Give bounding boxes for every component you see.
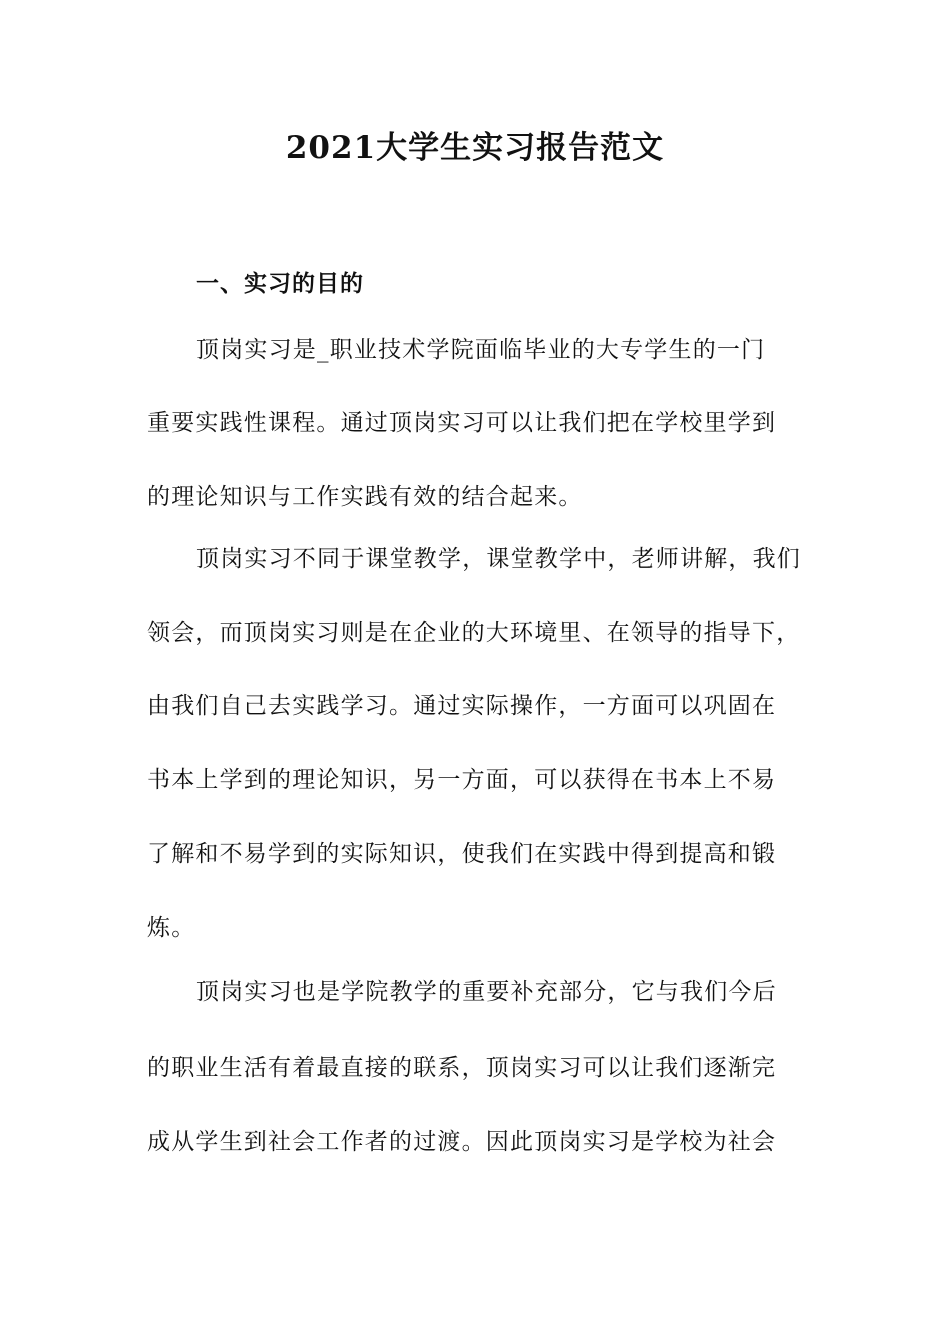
paragraph-line: 顶岗实习是_职业技术学院面临毕业的大专学生的一门 [196,337,766,363]
section-heading: 一、实习的目的 [196,270,364,297]
paragraph-line: 领会，而顶岗实习则是在企业的大环境里、在领导的指导下， [147,620,801,646]
paragraph-line: 成从学生到社会工作者的过渡。因此顶岗实习是学校为社会 [147,1129,777,1155]
paragraph-line: 书本上学到的理论知识，另一方面，可以获得在书本上不易 [147,767,777,793]
paragraph-line: 顶岗实习也是学院教学的重要补充部分，它与我们今后 [196,979,777,1005]
paragraph-line: 由我们自己去实践学习。通过实际操作，一方面可以巩固在 [147,693,777,719]
document-title: 2021大学生实习报告范文 [285,130,665,166]
paragraph-line: 重要实践性课程。通过顶岗实习可以让我们把在学校里学到 [147,410,777,436]
paragraph-line: 顶岗实习不同于课堂教学，课堂教学中，老师讲解，我们 [196,546,801,572]
paragraph-line: 的理论知识与工作实践有效的结合起来。 [147,484,583,510]
paragraph-line: 炼。 [147,915,196,941]
paragraph-line: 了解和不易学到的实际知识，使我们在实践中得到提高和锻 [147,841,777,867]
paragraph-line: 的职业生活有着最直接的联系，顶岗实习可以让我们逐渐完 [147,1055,777,1081]
